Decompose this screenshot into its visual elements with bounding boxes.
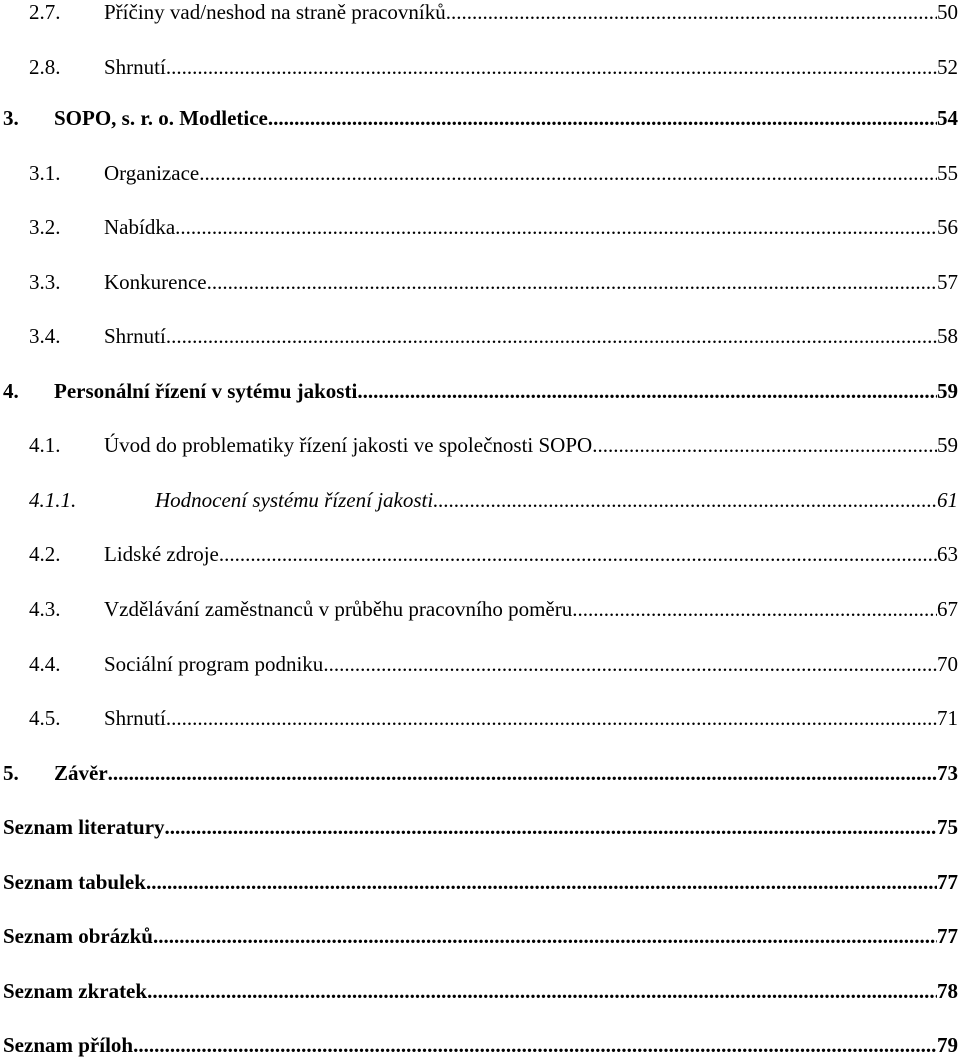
toc-entry-title: Seznam zkratek: [3, 976, 147, 1006]
toc-dot-leader: [166, 52, 937, 82]
toc-dot-leader: [572, 594, 937, 624]
toc-dot-leader: [323, 649, 937, 679]
toc-entry-title: Sociální program podniku: [104, 649, 323, 679]
toc-entry-number: 4.3.: [29, 597, 61, 621]
toc-entry-number: 3.: [3, 106, 19, 130]
toc-dot-leader: [446, 0, 937, 27]
toc-entry-page: 77: [937, 921, 958, 951]
toc-entry-page: 70: [937, 649, 958, 679]
toc-entry-page: 57: [937, 267, 958, 297]
toc-entry-number: 3.2.: [29, 215, 61, 239]
toc-entry-number: 2.7.: [29, 0, 61, 24]
toc-entry-title: Seznam obrázků: [3, 921, 153, 951]
toc-entry[interactable]: [0, 594, 958, 624]
toc-dot-leader: [199, 158, 937, 188]
toc-entry-number: 4.: [3, 379, 19, 403]
toc-entry[interactable]: [0, 52, 958, 82]
toc-entry-page: 54: [937, 103, 958, 133]
toc-dot-leader: [175, 212, 937, 242]
toc-entry-number: 4.4.: [29, 652, 61, 676]
toc-entry[interactable]: [0, 103, 958, 133]
toc-dot-leader: [357, 376, 937, 406]
toc-entry-title: Nabídka: [104, 212, 175, 242]
toc-dot-leader: [268, 103, 937, 133]
toc-entry-number: 5.: [3, 761, 19, 785]
toc-entry-page: 61: [937, 485, 958, 515]
toc-entry[interactable]: [0, 649, 958, 679]
toc-entry-title: Personální řízení v sytému jakosti: [54, 376, 357, 406]
toc-entry-page: 71: [937, 703, 958, 733]
toc-entry[interactable]: [0, 539, 958, 569]
toc-entry-title: Seznam tabulek: [3, 867, 146, 897]
toc-entry[interactable]: [0, 976, 958, 1006]
toc-dot-leader: [207, 267, 937, 297]
toc-entry-title: Shrnutí: [104, 52, 166, 82]
toc-dot-leader: [108, 758, 937, 788]
toc-entry-number: 4.2.: [29, 542, 61, 566]
toc-entry[interactable]: [0, 1030, 958, 1060]
toc-entry[interactable]: [0, 321, 958, 351]
toc-entry-page: 77: [937, 867, 958, 897]
toc-entry-page: 56: [937, 212, 958, 242]
toc-dot-leader: [153, 921, 937, 951]
toc-entry-page: 63: [937, 539, 958, 569]
toc-entry[interactable]: [0, 212, 958, 242]
toc-entry-title: Závěr: [54, 758, 108, 788]
toc-entry-number: 3.3.: [29, 270, 61, 294]
toc-entry[interactable]: [0, 158, 958, 188]
toc-entry-title: SOPO, s. r. o. Modletice: [54, 103, 268, 133]
toc-entry-page: 73: [937, 758, 958, 788]
toc-dot-leader: [592, 430, 937, 460]
toc-entry-title: Hodnocení systému řízení jakosti: [155, 485, 433, 515]
toc-dot-leader: [166, 321, 937, 351]
toc-entry-number: 4.5.: [29, 706, 61, 730]
toc-entry-number: 4.1.1.: [29, 488, 77, 512]
toc-entry[interactable]: [0, 867, 958, 897]
toc-entry-number: 3.1.: [29, 161, 61, 185]
toc-entry[interactable]: [0, 376, 958, 406]
toc-dot-leader: [166, 703, 937, 733]
toc-dot-leader: [165, 812, 937, 842]
toc-entry[interactable]: [0, 430, 958, 460]
toc-entry-page: 59: [937, 430, 958, 460]
toc-entry-number: 3.4.: [29, 324, 61, 348]
toc-entry-number: 4.1.: [29, 433, 61, 457]
toc-entry[interactable]: [0, 758, 958, 788]
toc-dot-leader: [133, 1030, 937, 1060]
toc-entry[interactable]: [0, 812, 958, 842]
toc-entry-page: 79: [937, 1030, 958, 1060]
toc-entry-title: Seznam příloh: [3, 1030, 133, 1060]
toc-entry[interactable]: [0, 703, 958, 733]
toc-entry-title: Vzdělávání zaměstnanců v průběhu pracovního poměru: [104, 594, 572, 624]
toc-entry-title: Úvod do problematiky řízení jakosti ve společnosti SOPO: [104, 430, 592, 460]
toc-dot-leader: [433, 485, 937, 515]
toc-entry-page: 58: [937, 321, 958, 351]
toc-entry-page: 78: [937, 976, 958, 1006]
toc-entry[interactable]: [0, 921, 958, 951]
toc-entry-title: Konkurence: [104, 267, 207, 297]
toc-entry-title: Organizace: [104, 158, 199, 188]
toc-entry[interactable]: [0, 0, 958, 27]
toc-entry-page: 59: [937, 376, 958, 406]
toc-entry-page: 67: [937, 594, 958, 624]
toc-entry-title: Příčiny vad/neshod na straně pracovníků: [104, 0, 446, 27]
toc-entry-number: 2.8.: [29, 55, 61, 79]
toc-entry-page: 75: [937, 812, 958, 842]
toc-dot-leader: [219, 539, 937, 569]
toc-entry-title: Seznam literatury: [3, 812, 165, 842]
toc-dot-leader: [147, 976, 937, 1006]
toc-entry-page: 52: [937, 52, 958, 82]
toc-entry[interactable]: [0, 485, 958, 515]
toc-entry-title: Shrnutí: [104, 321, 166, 351]
toc-entry-page: 50: [937, 0, 958, 27]
toc-entry[interactable]: [0, 267, 958, 297]
toc-entry-title: Lidské zdroje: [104, 539, 219, 569]
toc-entry-title: Shrnutí: [104, 703, 166, 733]
toc-dot-leader: [146, 867, 937, 897]
toc-entry-page: 55: [937, 158, 958, 188]
